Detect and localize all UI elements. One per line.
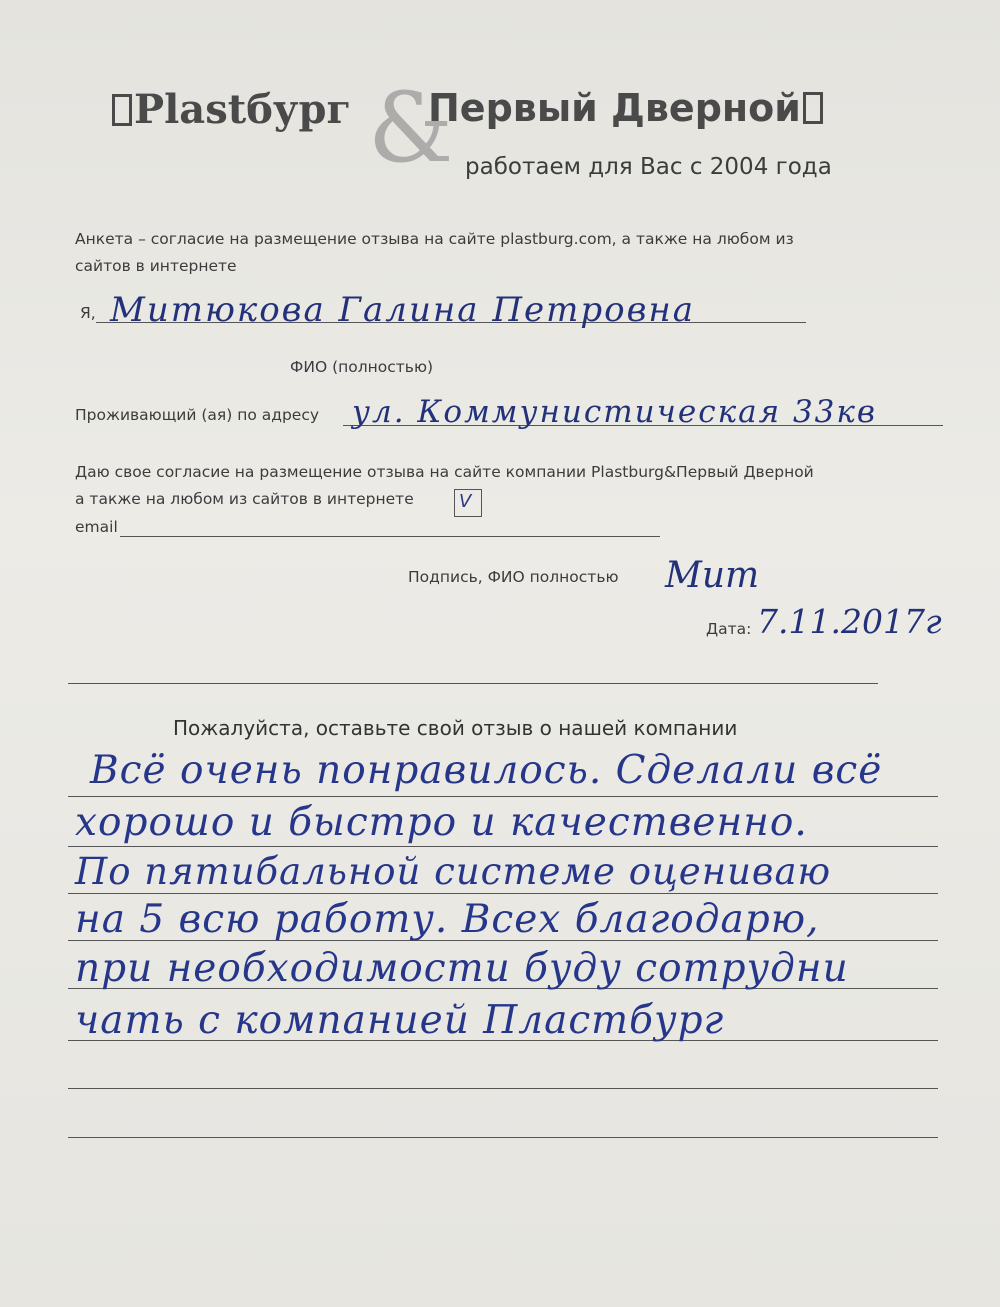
review-text-line[interactable]: при необходимости буду сотрудни <box>75 946 849 991</box>
review-rule-7 <box>68 1088 938 1089</box>
review-rule-8 <box>68 1137 938 1138</box>
signature-label: Подпись, ФИО полностью <box>408 568 619 586</box>
logo-mark-right-icon <box>803 92 823 124</box>
checkmark-icon: V <box>459 491 472 512</box>
tagline: работаем для Вас с 2004 года <box>465 154 832 180</box>
consent-checkbox[interactable] <box>454 489 482 517</box>
logo-ampersand: & <box>368 72 454 184</box>
review-text-line[interactable]: чать с компанией Пластбург <box>75 998 725 1043</box>
review-text-line[interactable]: хорошо и быстро и качественно. <box>75 800 808 845</box>
review-text-line[interactable]: По пятибальной системе оцениваю <box>75 850 832 893</box>
review-rule-1 <box>68 796 938 797</box>
consent-line2: а также на любом из сайтов в интернете <box>75 490 414 508</box>
company-logo <box>110 72 880 190</box>
date-label: Дата: <box>706 620 752 638</box>
logo-mark-icon <box>112 94 132 126</box>
review-text-line[interactable]: на 5 всю работу. Всех благодарю, <box>75 897 820 942</box>
review-rule-3 <box>68 893 938 894</box>
date-field[interactable]: 7.11.2017г <box>757 602 942 641</box>
email-field[interactable] <box>120 536 660 537</box>
name-field[interactable]: Митюкова Галина Петровна <box>110 290 696 330</box>
review-rule-2 <box>68 846 938 847</box>
signature[interactable]: Мит <box>665 555 760 596</box>
brand-perviy-dvernoy: Первый Дверной <box>428 86 801 130</box>
name-prefix: Я, <box>80 304 96 322</box>
form-title-line2: сайтов в интернете <box>75 257 237 275</box>
divider <box>68 683 878 684</box>
name-caption: ФИО (полностью) <box>290 358 434 376</box>
email-label: email <box>75 518 118 536</box>
address-field[interactable]: ул. Коммунистическая 33кв <box>352 394 877 430</box>
consent-line1: Даю свое согласие на размещение отзыва на сайте компании Plastburg&Первый Дверной <box>75 463 814 481</box>
review-prompt: Пожалуйста, оставьте свой отзыв о нашей компании <box>173 716 738 740</box>
form-title-line1: Анкета – согласие на размещение отзыва на сайте plastburg.com, а также на любом из <box>75 230 794 248</box>
review-text-line[interactable]: Всё очень понравилось. Сделали всё <box>90 748 883 793</box>
brand-plastburg: Plastбург <box>134 86 351 133</box>
address-label: Проживающий (ая) по адресу <box>75 406 320 424</box>
